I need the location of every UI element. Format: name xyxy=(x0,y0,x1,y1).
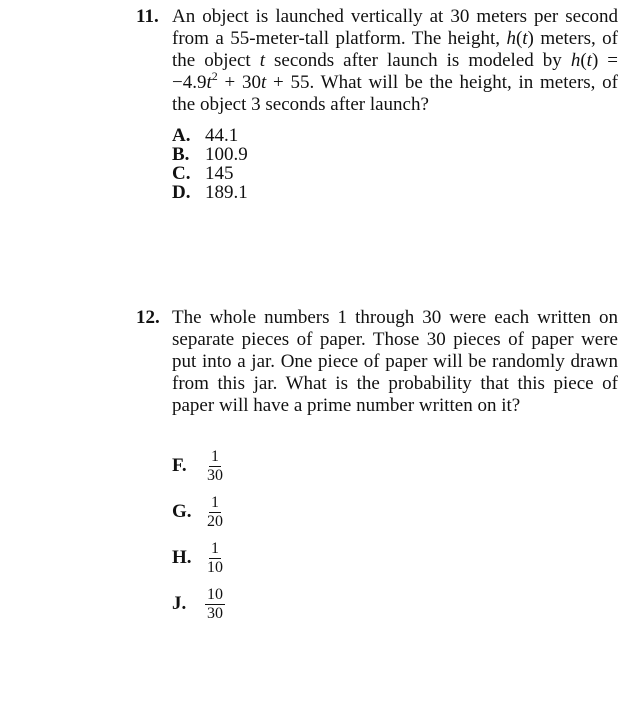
question-11 xyxy=(136,6,618,202)
question-number: 11. xyxy=(136,6,159,27)
choice-letter: F. xyxy=(172,455,187,476)
choice-d[interactable] xyxy=(172,183,618,202)
fraction-denominator: 30 xyxy=(207,604,223,622)
choice-j[interactable] xyxy=(172,581,618,627)
choice-letter: D. xyxy=(172,182,191,203)
fraction xyxy=(205,495,225,530)
fraction-denominator: 10 xyxy=(207,558,223,576)
fraction xyxy=(205,541,225,576)
fraction-numerator: 10 xyxy=(207,585,223,603)
choice-b[interactable] xyxy=(172,145,618,164)
question-stem: An object is launched vertically at 30 meters per second from a 55-meter-tall platform. The height, h(t) meters, of the object t seconds after launch is modeled by $h(t) = -4.9t^2 + 30t + 55$. What will be the height, in meters, of the object 3 seconds after launch? xyxy=(172,6,619,115)
fraction-numerator: 1 xyxy=(211,447,219,465)
answer-choices xyxy=(172,443,618,627)
fraction-numerator: 1 xyxy=(211,539,219,557)
fraction-denominator: 30 xyxy=(207,466,223,484)
choice-value: 189.1 xyxy=(205,182,248,203)
fraction-denominator: 20 xyxy=(207,512,223,530)
choice-a[interactable] xyxy=(172,126,618,145)
choice-letter: B. xyxy=(172,144,190,165)
question-number: 12. xyxy=(136,307,160,328)
choice-h[interactable] xyxy=(172,535,618,581)
question-stem: The whole numbers 1 through 30 were each written on separate pieces of paper. Those 30 pieces of paper were put into a jar. One piece of paper will be randomly drawn from this jar. What is the probability that this piece of paper will have a prime number written on it? xyxy=(172,307,618,416)
fraction xyxy=(205,449,225,484)
fraction xyxy=(205,587,225,622)
choice-letter: J. xyxy=(172,593,187,614)
choice-f[interactable] xyxy=(172,443,618,489)
choice-letter: H. xyxy=(172,547,192,568)
choice-letter: A. xyxy=(172,125,191,146)
choice-g[interactable] xyxy=(172,489,618,535)
choice-value: 44.1 xyxy=(205,125,239,146)
choice-value: 100.9 xyxy=(205,144,248,165)
question-12 xyxy=(136,307,618,627)
choice-value: 145 xyxy=(205,163,234,184)
choice-c[interactable] xyxy=(172,164,618,183)
answer-choices xyxy=(172,126,618,202)
fraction-numerator: 1 xyxy=(211,493,219,511)
choice-letter: G. xyxy=(172,501,192,522)
choice-letter: C. xyxy=(172,163,191,184)
